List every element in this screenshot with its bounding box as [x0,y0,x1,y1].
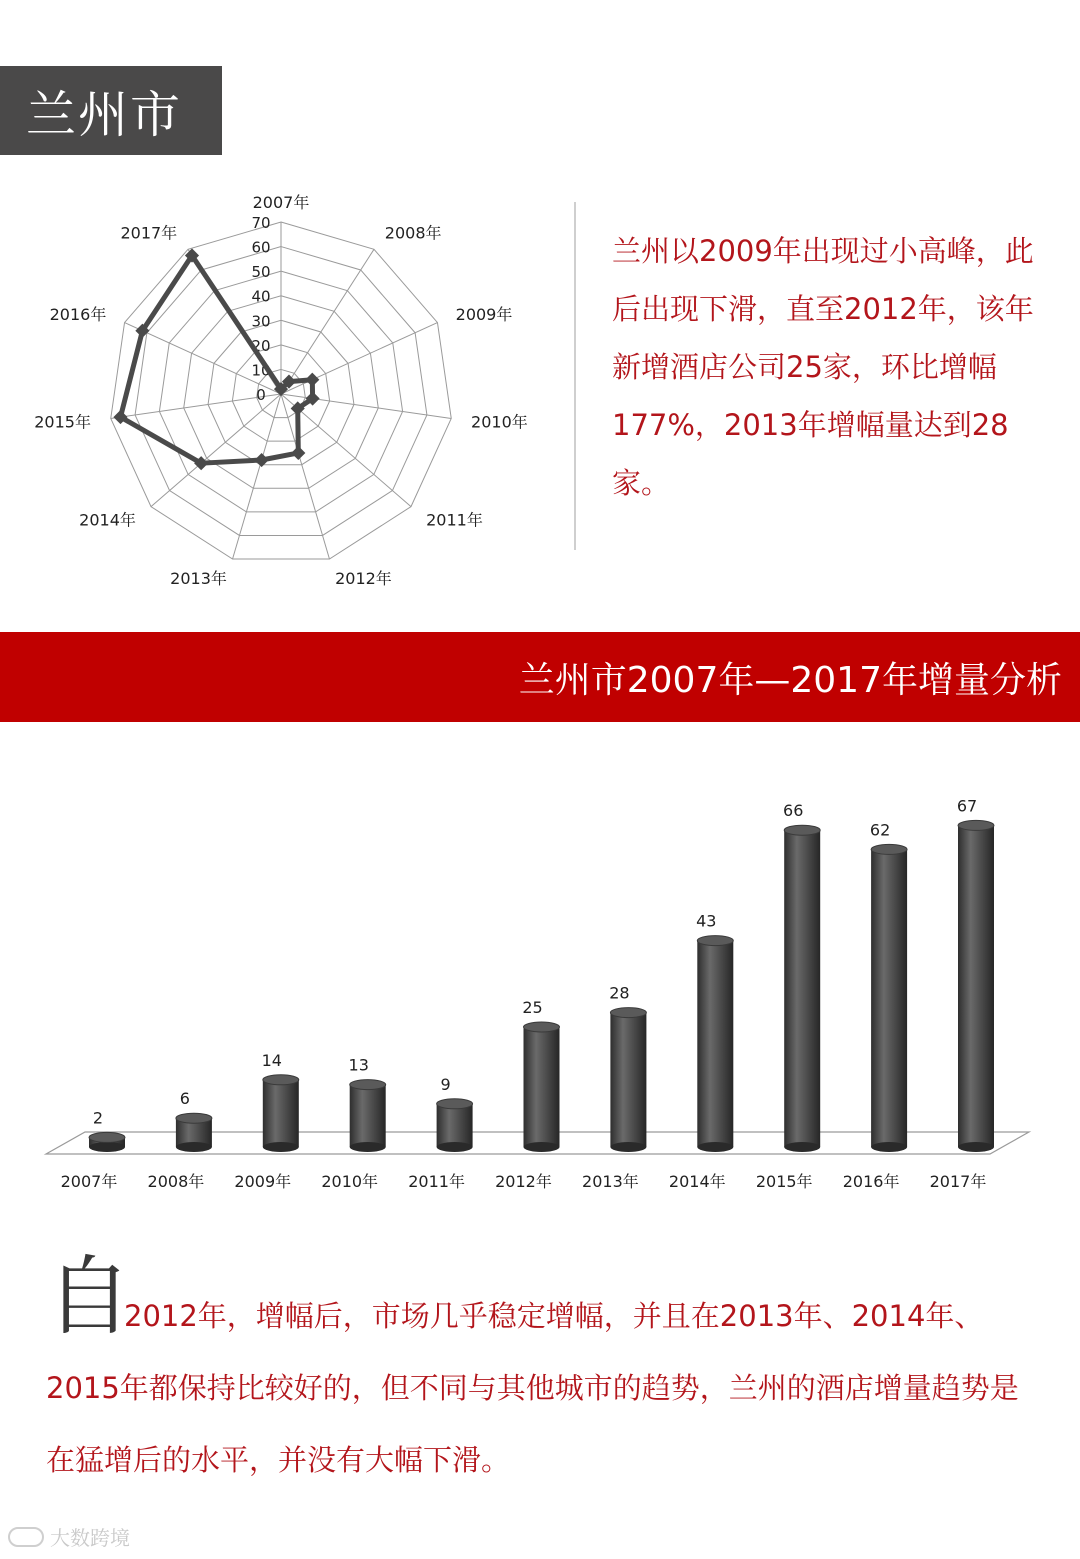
bar-base [176,1142,212,1152]
bar [524,1027,560,1147]
bar-top [524,1022,560,1032]
bar-base [610,1142,646,1152]
radar-category-label: 2014年 [79,510,136,530]
bar-category-label: 2012年 [495,1172,552,1191]
bar-top [697,936,733,946]
bar-base [350,1142,386,1152]
bar-category-label: 2016年 [842,1172,900,1191]
radar-category-label: 2013年 [170,569,227,589]
bar-data-label: 43 [696,911,717,931]
radar-category-label: 2007年 [252,193,310,212]
intro-text: 兰州以2009年出现过小高峰，此后出现下滑，直至2012年，该年新增酒店公司25家，环比增幅177%，2013年增幅量达到28家。 [612,234,1034,500]
bar-data-label: 13 [348,1055,369,1075]
bar-data-label: 6 [179,1089,190,1109]
bar [610,1013,646,1147]
bar-category-label: 2014年 [668,1172,726,1191]
bar-base [89,1142,125,1152]
bar [958,825,994,1147]
radar-category-label: 2011年 [426,510,483,530]
radar-spoke [233,394,281,559]
bar-data-label: 2 [92,1108,104,1128]
bar-top [350,1080,386,1090]
analysis-paragraph: 2012年，增幅后，市场几乎稳定增幅，并且在2013年、2014年、2015年都保持比较好的，但不同与其他城市的趋势，兰州的酒店增量趋势是在猛增后的水平，并没有大幅下滑。 [46,1299,1019,1477]
bar-data-label: 67 [956,796,978,816]
radar-category-label: 2012年 [335,569,392,589]
radar-category-label: 2015年 [34,412,91,432]
section-banner-title: 兰州市2007年—2017年增量分析 [518,659,1062,701]
radar-chart-svg [30,180,550,590]
bar [263,1080,299,1147]
bar-base [784,1142,820,1152]
bar-category-label: 2008年 [147,1172,205,1191]
radar-category-label: 2010年 [471,412,528,432]
bar-data-label: 14 [261,1050,282,1070]
bar-data-label: 62 [869,820,891,840]
radar-chart [30,180,550,590]
bar-base [958,1142,994,1152]
watermark-text: 大数跨境 [50,1526,130,1550]
bar-base [697,1142,733,1152]
radar-point [291,446,305,460]
bar-top [871,844,907,854]
radar-category-label: 2017年 [120,223,178,243]
bar-data-label: 66 [783,801,804,821]
bar-data-label: 25 [522,998,543,1017]
bar [697,941,733,1147]
bar-data-label: 28 [609,983,630,1003]
radar-tick-label: 70 [251,214,271,232]
radar-category-label: 2009年 [455,305,513,325]
bar-category-label: 2010年 [321,1172,379,1191]
bar-category-label: 2009年 [234,1172,292,1191]
bar-category-label: 2013年 [582,1172,639,1191]
bar [350,1085,386,1147]
radar-tick-label: 30 [251,312,271,331]
watermark [8,1522,130,1551]
radar-series-line [120,256,312,464]
bar-category-label: 2017年 [929,1172,987,1191]
radar-tick-label: 50 [251,263,271,282]
bar-base [524,1142,560,1152]
radar-tick-label: 20 [251,336,271,355]
bar-top [89,1132,125,1142]
bar-chart-svg [0,740,1080,1210]
bar-top [176,1113,212,1123]
vertical-divider [574,202,576,550]
bar-chart [0,740,1080,1210]
bar-category-label: 2007年 [60,1172,118,1191]
section-banner [0,632,1080,722]
bar-category-label: 2011年 [408,1172,465,1191]
bar-top [610,1008,646,1018]
radar-category-label: 2016年 [49,305,107,325]
bar-top [784,825,820,835]
radar-category-label: 2008年 [384,223,442,243]
bar-base [263,1142,299,1152]
bar [871,849,907,1147]
bar [437,1104,473,1147]
radar-point [305,373,319,387]
radar-tick-label: 60 [251,238,271,257]
radar-tick-label: 0 [256,386,266,404]
bar-category-label: 2015年 [755,1172,813,1191]
watermark-logo-icon [8,1527,44,1547]
bar-base [437,1142,473,1152]
page-title: 兰州市 [0,66,222,155]
radar-tick-label: 10 [251,361,271,380]
bar-data-label: 9 [440,1074,451,1094]
radar-spoke [151,394,281,507]
bar-top [263,1075,299,1085]
radar-spoke [281,394,329,559]
bar-top [958,820,994,830]
bar [784,830,820,1147]
radar-tick-label: 40 [251,287,271,306]
dropcap: 自 [46,1247,132,1347]
bar-base [871,1142,907,1152]
bar-top [437,1099,473,1109]
